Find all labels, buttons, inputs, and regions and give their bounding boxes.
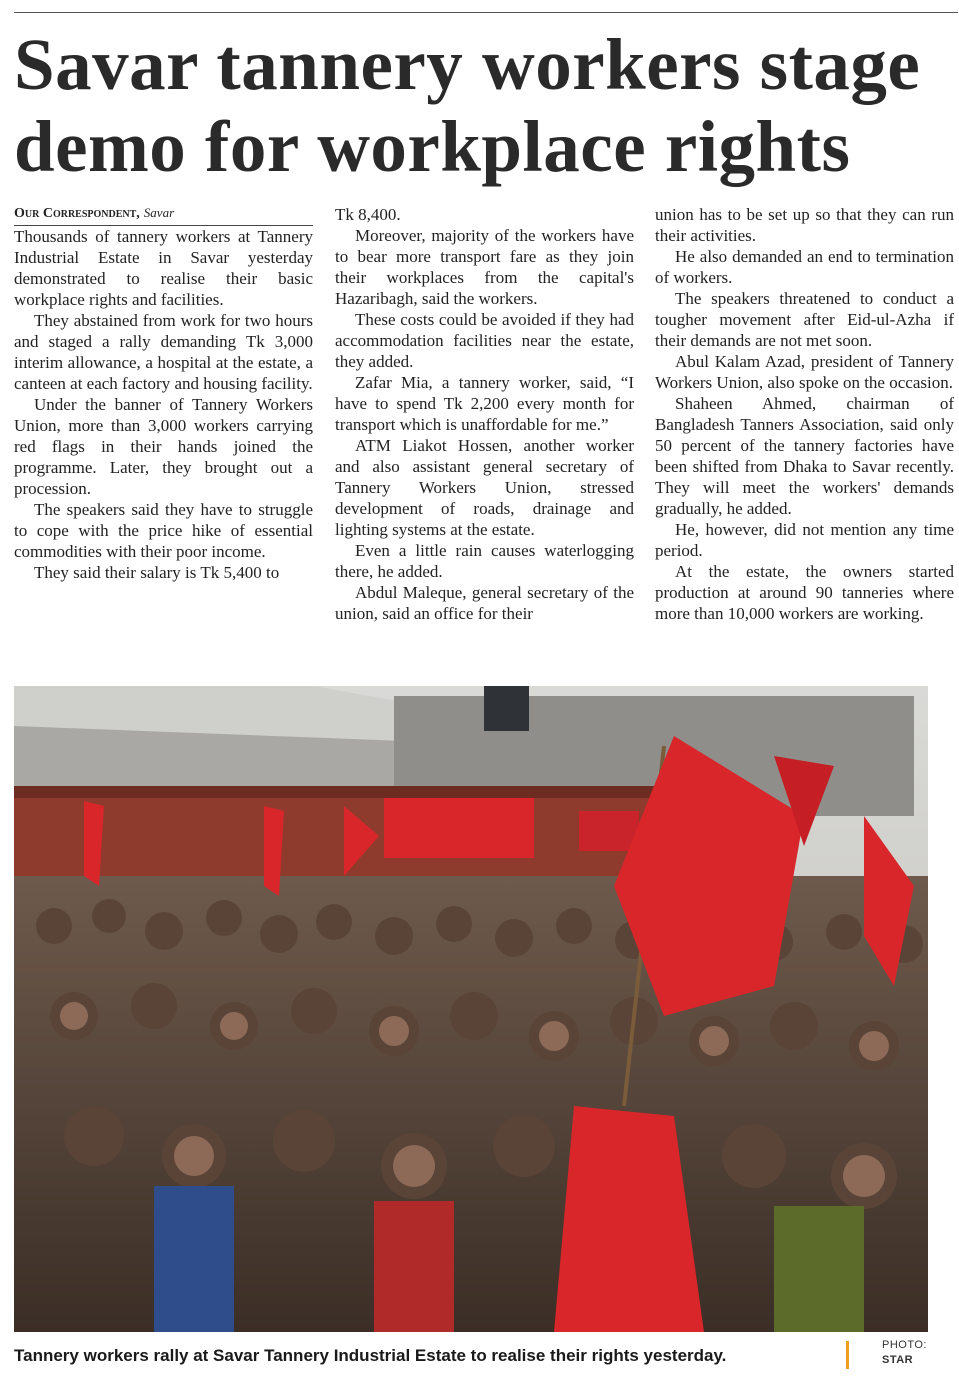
- paragraph: Moreover, majority of the workers have to bear more transport fare as they join their workplaces from the capital's Hazaribagh, said the workers.: [335, 226, 634, 308]
- paragraph: Even a little rain causes waterlogging there, he added.: [335, 541, 634, 581]
- rally-photo: [14, 686, 928, 1332]
- paragraph: Shaheen Ahmed, chairman of Bangladesh Tanners Association, said only 50 percent of the tannery factories have been shifted from Dhaka to Savar recently. They will meet the workers' demands gradually, he added.: [655, 394, 954, 518]
- paragraph: ATM Liakot Hossen, another worker and also assistant general secretary of Tannery Workers Union, stressed development of roads, drainage and lighting systems at the estate.: [335, 436, 634, 539]
- paragraph: The speakers said they have to struggle to cope with the price hike of essential commodities with their poor income.: [14, 500, 313, 561]
- paragraph: Thousands of tannery workers at Tannery Industrial Estate in Savar yesterday demonstrated to realise their basic workplace rights and facilities.: [14, 227, 313, 309]
- credit-accent-bar: [846, 1341, 849, 1369]
- paragraph: At the estate, the owners started production at around 90 tanneries where more than 10,000 workers are working.: [655, 562, 954, 623]
- byline-place: Savar: [143, 205, 175, 220]
- paragraph: union has to be set up so that they can run their activities.: [655, 205, 954, 245]
- byline-author: Our Correspondent,: [14, 206, 140, 221]
- paragraph: Under the banner of Tannery Workers Union, more than 3,000 workers carrying red flags in their hands joined the programme. Later, they brought out a procession.: [14, 395, 313, 498]
- byline: [14, 204, 313, 226]
- photo-caption: Tannery workers rally at Savar Tannery Industrial Estate to realise their rights yesterday.: [14, 1346, 727, 1365]
- headline-line-1: Savar tannery workers stage: [14, 24, 921, 105]
- paragraph: He also demanded an end to termination of workers.: [655, 247, 954, 287]
- paragraph: They said their salary is Tk 5,400 to: [34, 563, 280, 582]
- article-column-1: [14, 204, 313, 583]
- top-rule: [14, 12, 958, 13]
- paragraph: Tk 8,400.: [335, 205, 401, 224]
- paragraph: They abstained from work for two hours and staged a rally demanding Tk 3,000 interim allowance, a hospital at the estate, a canteen at each factory and housing facility.: [14, 311, 313, 393]
- article-column-2: [335, 204, 634, 624]
- photo-credit-source: STAR: [882, 1354, 914, 1366]
- photo-credit: [882, 1338, 952, 1368]
- paragraph: The speakers threatened to conduct a tougher movement after Eid-ul-Azha if their demands are not met soon.: [655, 289, 954, 350]
- photo-credit-label: PHOTO:: [882, 1339, 927, 1351]
- headline-line-2: demo for workplace rights: [14, 106, 851, 187]
- paragraph: Abdul Maleque, general secretary of the union, said an office for their: [335, 583, 634, 623]
- paragraph: These costs could be avoided if they had accommodation facilities near the estate, they added.: [335, 310, 634, 371]
- paragraph: Zafar Mia, a tannery worker, said, “I have to spend Tk 2,200 every month for transport which is unaffordable for me.”: [335, 373, 634, 434]
- article-column-3: [655, 204, 954, 624]
- paragraph: Abul Kalam Azad, president of Tannery Workers Union, also spoke on the occasion.: [655, 352, 954, 392]
- headline: [14, 24, 958, 188]
- paragraph: He, however, did not mention any time period.: [655, 520, 954, 560]
- rally-photo-illustration: [14, 686, 928, 1332]
